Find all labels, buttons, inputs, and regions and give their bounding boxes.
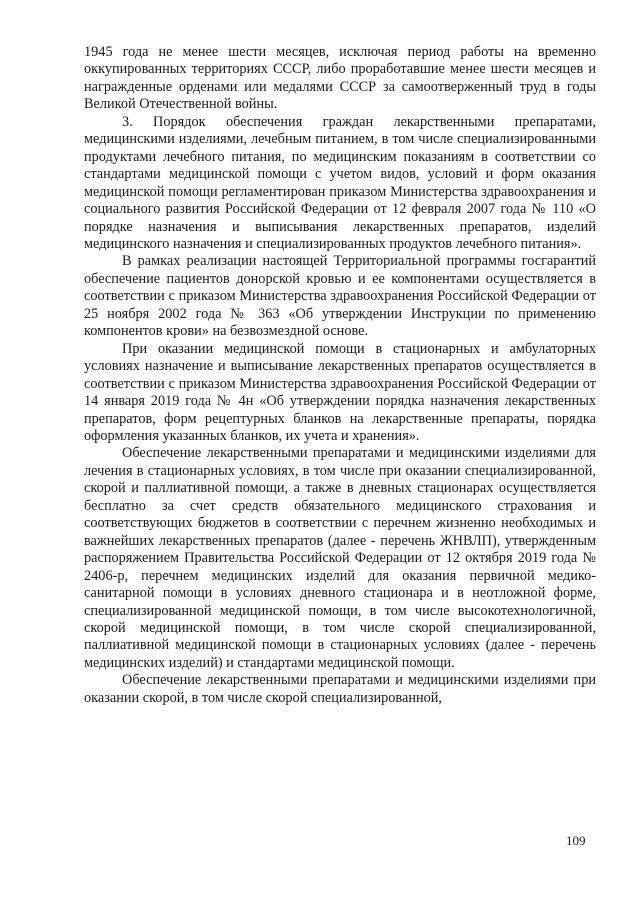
paragraph-inpatient-supply: Обеспечение лекарственными препаратами и медицинскими изделиями для лечения в стационарных условиях, в том числе при оказании специализированной, скорой и паллиативной помощи, а также в дневных стационарах осуществляется бесплатно за счет средств обязательного медицинского страхования и соответствующих бюджетов в соответствии с перечнем жизненно необходимых и важнейших лекарственных препаратов (далее - перечень ЖНВЛП), утвержденным распоряжением Правительства Российской Федерации от 12 октября 2019 года № 2406-р, перечнем медицинских изделий для оказания первичной медико-санитарной помощи в условиях дневного стационара и в неотложной форме, специализированной медицинской помощи, в том числе высокотехнологичной, скорой медицинской помощи, в том числе скорой специализированной, паллиативной медицинской помощи в стационарных условиях (далее - перечень медицинских изделий) и стандартами медицинской помощи. bbox=[84, 445, 596, 671]
paragraph-continuation: 1945 года не менее шести месяцев, исключая период работы на временно оккупированных территориях СССР, либо проработавшие менее шести месяцев и награжденные орденами или медалями СССР за самоотверженный труд в годы Великой Отечественной войны. bbox=[84, 44, 596, 113]
page-number: 109 bbox=[566, 833, 586, 848]
paragraph-donor-blood: В рамках реализации настоящей Территориальной программы госгарантий обеспечение пациентов донорской кровью и ее компонентами осуществляется в соответствии с приказом Министерства здравоохранения Российской Федерации от 25 ноября 2002 года № 363 «Об утверждении Инструкции по применению компонентов крови» на безвозмездной основе. bbox=[84, 253, 596, 340]
paragraph-medicine-provision-order: 3. Порядок обеспечения граждан лекарственными препаратами, медицинскими изделиями, лечебным питанием, в том числе специализированными продуктами лечебного питания, по медицинским показаниям в соответствии со стандартами медицинской помощи с учетом видов, условий и форм оказания медицинской помощи регламентирован приказом Министерства здравоохранения и социального развития Российской Федерации от 12 февраля 2007 года № 110 «О порядке назначения и выписывания лекарственных препаратов, изделий медицинского назначения и специализированных продуктов лечебного питания». bbox=[84, 113, 596, 252]
paragraph-emergency-supply: Обеспечение лекарственными препаратами и медицинскими изделиями при оказании скорой, в том числе скорой специализированной, bbox=[84, 672, 596, 706]
document-body bbox=[84, 44, 596, 707]
paragraph-prescription-rules: При оказании медицинской помощи в стационарных и амбулаторных условиях назначение и выписывание лекарственных препаратов осуществляется в соответствии с приказом Министерства здравоохранения Российской Федерации от 14 января 2019 года № 4н «Об утверждении порядка назначения лекарственных препаратов, форм рецептурных бланков на лекарственные препараты, порядка оформления указанных бланков, их учета и хранения». bbox=[84, 340, 596, 444]
